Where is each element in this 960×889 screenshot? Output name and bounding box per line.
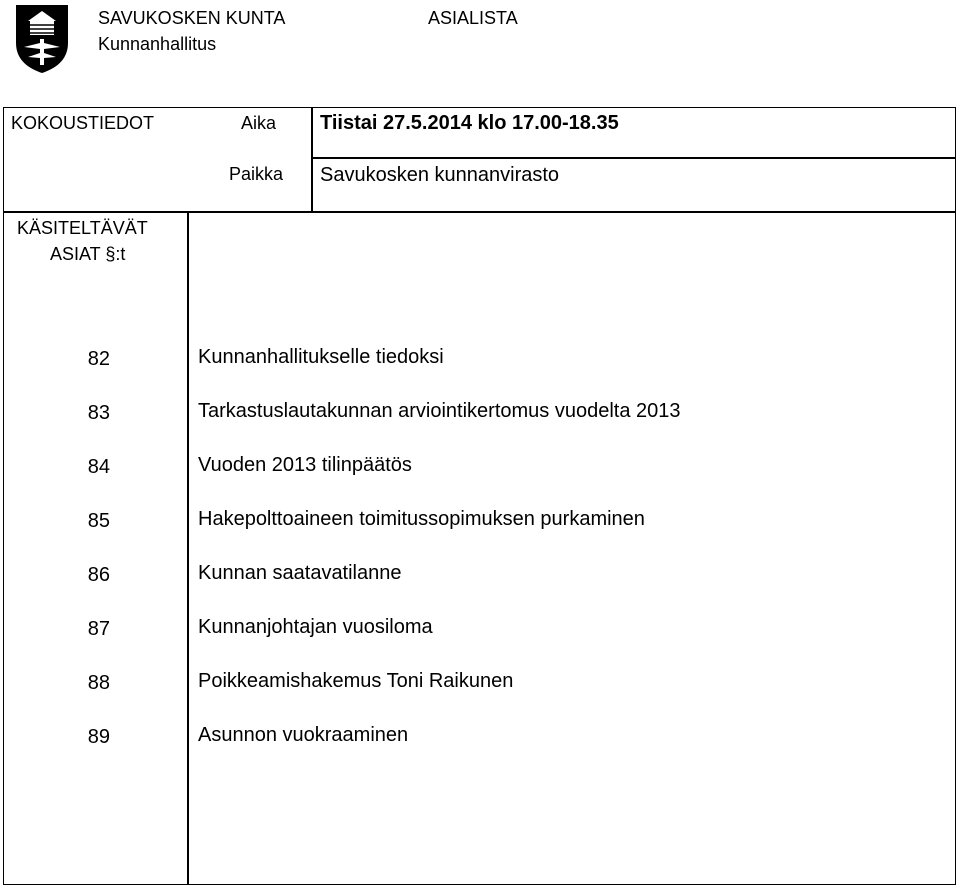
- place-label: Paikka: [229, 164, 284, 184]
- agenda-item-number: 85: [87, 510, 110, 532]
- agenda-item-number: 88: [87, 672, 110, 694]
- agenda-item-title: Kunnanhallitukselle tiedoksi: [198, 346, 444, 368]
- column-divider-agenda: [187, 211, 189, 885]
- row-divider-meeting: [3, 211, 956, 213]
- agenda-item-number: 86: [87, 564, 110, 586]
- agenda-label-line2: ASIAT §:t: [50, 244, 126, 264]
- time-label: Aika: [241, 113, 277, 133]
- agenda-item-title: Vuoden 2013 tilinpäätös: [198, 454, 412, 476]
- agenda-item-title: Kunnanjohtajan vuosiloma: [198, 616, 433, 638]
- agenda-item-number: 82: [87, 348, 110, 370]
- meeting-info-label: KOKOUSTIEDOT: [11, 113, 155, 133]
- time-value: Tiistai 27.5.2014 klo 17.00-18.35: [320, 112, 619, 134]
- agenda-label-line1: KÄSITELTÄVÄT: [17, 218, 148, 238]
- coat-of-arms-logo: [14, 3, 70, 75]
- document-type: ASIALISTA: [428, 8, 518, 28]
- municipality-name: SAVUKOSKEN KUNTA: [98, 8, 286, 28]
- agenda-item-title: Asunnon vuokraaminen: [198, 724, 409, 746]
- column-divider-top: [311, 107, 313, 213]
- agenda-item-title: Hakepolttoaineen toimitussopimuksen purkaminen: [198, 508, 645, 530]
- place-value: Savukosken kunnanvirasto: [320, 164, 560, 186]
- agenda-item-number: 83: [87, 402, 110, 424]
- row-divider-time: [311, 157, 956, 159]
- agenda-item-title: Tarkastuslautakunnan arviointikertomus vuodelta 2013: [198, 400, 681, 422]
- agenda-item-number: 84: [87, 456, 110, 478]
- board-name: Kunnanhallitus: [98, 34, 217, 54]
- agenda-item-title: Kunnan saatavatilanne: [198, 562, 402, 584]
- agenda-item-number: 87: [87, 618, 110, 640]
- agenda-item-title: Poikkeamishakemus Toni Raikunen: [198, 670, 514, 692]
- agenda-item-number: 89: [87, 726, 110, 748]
